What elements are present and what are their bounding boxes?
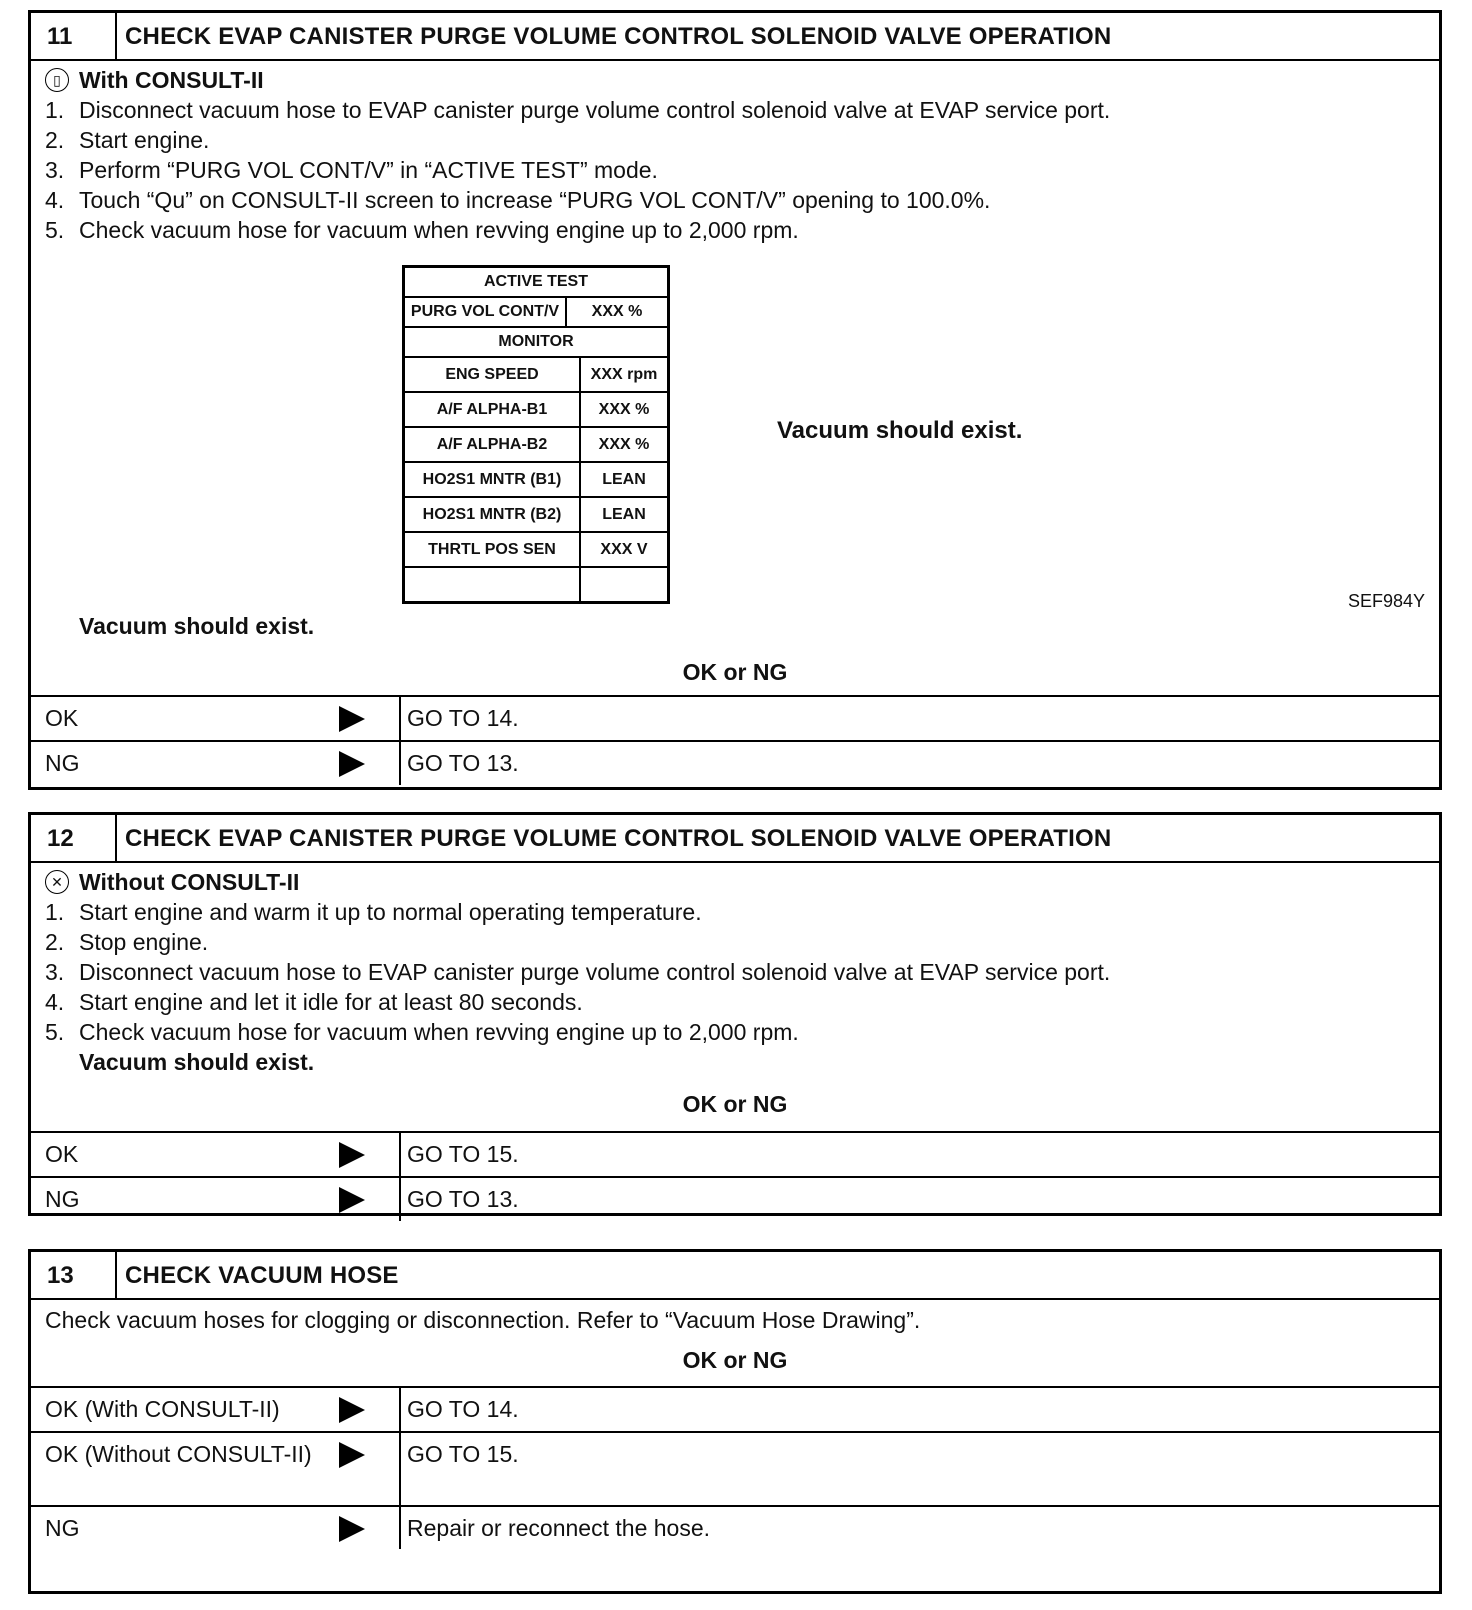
procedure-step: 3. Disconnect vacuum hose to EVAP canister purge volume control solenoid valve at EVAP service port.	[45, 959, 1111, 985]
step-11-header	[31, 13, 1439, 61]
monitor-value: XXX %	[598, 436, 650, 453]
step-12-block	[28, 812, 1442, 1216]
step-number: 13	[31, 1252, 117, 1298]
figure-caption: Vacuum should exist.	[777, 417, 1023, 444]
monitor-value: LEAN	[602, 471, 646, 488]
step-13-block	[28, 1249, 1442, 1594]
step-12-header	[31, 815, 1439, 863]
figure-code: SEF984Y	[1347, 591, 1425, 611]
result-action: GO TO 13.	[407, 750, 519, 776]
procedure-step: 3. Perform “PURG VOL CONT/V” in “ACTIVE TEST” mode.	[45, 157, 658, 183]
step-13-body	[31, 1300, 1439, 1386]
ok-or-ng: OK or NG	[682, 659, 788, 685]
instruction-text: Check vacuum hoses for clogging or disconnection. Refer to “Vacuum Hose Drawing”.	[45, 1307, 921, 1333]
step-title: CHECK VACUUM HOSE	[125, 1262, 399, 1289]
result-action: GO TO 15.	[407, 1441, 519, 1467]
consult-tool-icon: ▯	[45, 68, 69, 92]
result-row	[31, 1131, 1439, 1176]
step-13-header	[31, 1252, 1439, 1300]
monitor-value: XXX V	[600, 541, 648, 558]
monitor-label: THRTL POS SEN	[405, 533, 581, 566]
procedure-step: 4. Start engine and let it idle for at least 80 seconds.	[45, 989, 583, 1015]
step-11-body	[31, 65, 1439, 695]
arrow-right-icon	[339, 706, 365, 732]
result-action: GO TO 14.	[407, 705, 519, 731]
result-action: GO TO 13.	[407, 1186, 519, 1212]
result-row	[31, 695, 1439, 740]
purg-value: XXX %	[591, 303, 643, 320]
monitor-label: A/F ALPHA-B1	[405, 393, 581, 426]
monitor-header: MONITOR	[498, 333, 574, 350]
mode-label: Without CONSULT-II	[79, 868, 300, 895]
monitor-label: ENG SPEED	[405, 358, 581, 391]
monitor-value	[581, 568, 667, 601]
procedure-step: 1. Disconnect vacuum hose to EVAP canister purge volume control solenoid valve at EVAP service port.	[45, 97, 1111, 123]
no-consult-tool-icon: ✕	[45, 870, 69, 894]
without-consult-mode	[31, 867, 1439, 897]
step-title: CHECK EVAP CANISTER PURGE VOLUME CONTROL SOLENOID VALVE OPERATION	[125, 23, 1112, 50]
monitor-label: A/F ALPHA-B2	[405, 428, 581, 461]
procedure-step: 1. Start engine and warm it up to normal operating temperature.	[45, 899, 702, 925]
monitor-label: HO2S1 MNTR (B1)	[405, 463, 581, 496]
step-12-body	[31, 867, 1439, 1131]
result-text: Vacuum should exist.	[79, 613, 315, 639]
result-condition: NG	[45, 1186, 80, 1212]
active-test-header: ACTIVE TEST	[483, 273, 588, 290]
with-consult-mode	[31, 65, 1439, 95]
ok-or-ng: OK or NG	[682, 1347, 788, 1373]
result-condition: NG	[45, 1515, 80, 1541]
result-row	[31, 1176, 1439, 1221]
procedure-steps	[31, 897, 1439, 1047]
result-row	[31, 740, 1439, 785]
ok-or-ng: OK or NG	[682, 1091, 788, 1117]
arrow-right-icon	[339, 1397, 365, 1423]
monitor-label: HO2S1 MNTR (B2)	[405, 498, 581, 531]
procedure-step: 5. Check vacuum hose for vacuum when revving engine up to 2,000 rpm.	[45, 1019, 799, 1045]
step-title: CHECK EVAP CANISTER PURGE VOLUME CONTROL SOLENOID VALVE OPERATION	[125, 825, 1112, 852]
result-condition: OK	[45, 705, 79, 731]
result-condition: OK (With CONSULT-II)	[45, 1396, 280, 1422]
purg-label: PURG VOL CONT/V	[405, 298, 567, 326]
step-11-block	[28, 10, 1442, 790]
procedure-step: 2. Start engine.	[45, 127, 210, 153]
arrow-right-icon	[339, 751, 365, 777]
step-number: 12	[31, 815, 117, 861]
result-row	[31, 1431, 1439, 1505]
monitor-label	[405, 568, 581, 601]
result-condition: OK	[45, 1141, 79, 1167]
procedure-step: 4. Touch “Qu” on CONSULT-II screen to increase “PURG VOL CONT/V” opening to 100.0%.	[45, 187, 991, 213]
result-condition: OK (Without CONSULT-II)	[45, 1441, 312, 1467]
mode-label: With CONSULT-II	[79, 66, 264, 93]
monitor-value: LEAN	[602, 506, 646, 523]
result-text: Vacuum should exist.	[79, 1049, 315, 1075]
result-condition: NG	[45, 750, 80, 776]
result-row	[31, 1505, 1439, 1549]
result-action: GO TO 14.	[407, 1396, 519, 1422]
procedure-step: 5. Check vacuum hose for vacuum when revving engine up to 2,000 rpm.	[45, 217, 799, 243]
arrow-right-icon	[339, 1187, 365, 1213]
procedure-step: 2. Stop engine.	[45, 929, 209, 955]
result-action: Repair or reconnect the hose.	[407, 1515, 711, 1541]
step-number: 11	[31, 13, 117, 59]
procedure-steps	[31, 95, 1439, 245]
arrow-right-icon	[339, 1142, 365, 1168]
monitor-value: XXX rpm	[590, 366, 658, 383]
arrow-right-icon	[339, 1516, 365, 1542]
arrow-right-icon	[339, 1442, 365, 1468]
result-row	[31, 1386, 1439, 1431]
active-test-screen	[402, 265, 670, 604]
result-action: GO TO 15.	[407, 1141, 519, 1167]
monitor-value: XXX %	[598, 401, 650, 418]
